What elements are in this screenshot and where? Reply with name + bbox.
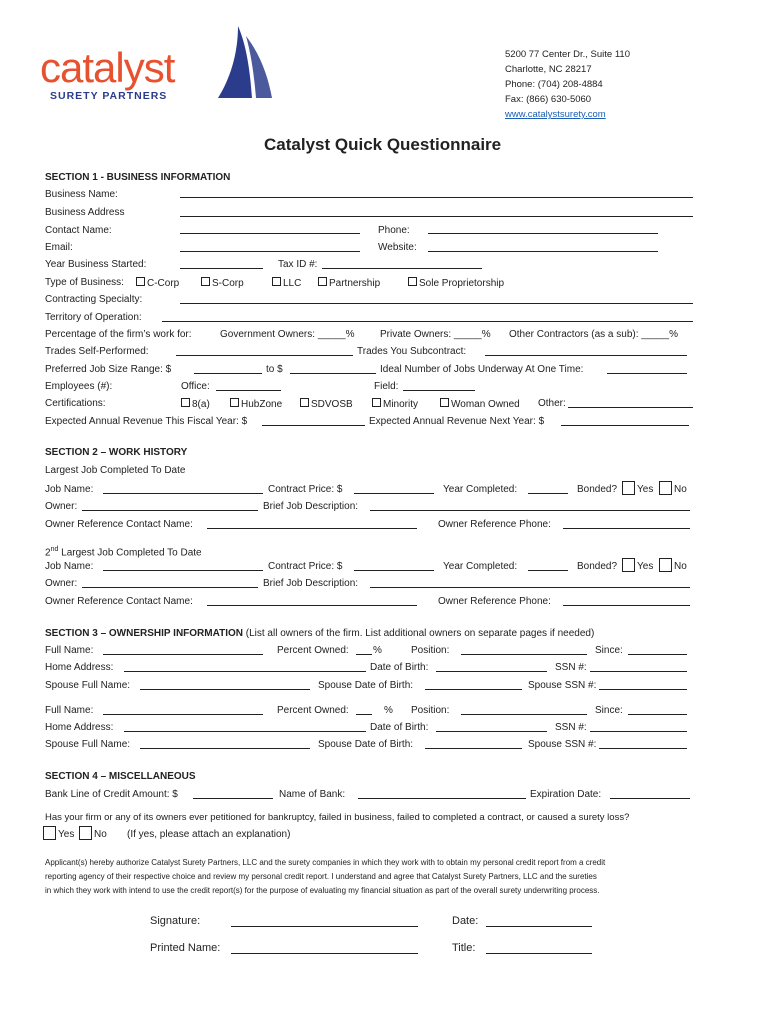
logo-wordmark: catalyst bbox=[40, 44, 175, 91]
owner2-spouse-name-label: Spouse Full Name: bbox=[45, 739, 131, 750]
type-c-corp-label: C-Corp bbox=[147, 278, 180, 289]
largest-job-heading: Largest Job Completed To Date bbox=[45, 465, 186, 476]
type-s-corp[interactable] bbox=[201, 277, 244, 290]
employees-label: Employees (#): bbox=[45, 381, 113, 392]
phone-label: Phone: bbox=[378, 225, 410, 236]
cert-hubzone-label: HubZone bbox=[241, 399, 283, 410]
job2-brief-desc-field[interactable] bbox=[370, 587, 690, 588]
signature-label: Signature: bbox=[150, 915, 201, 927]
job2-contract-price-label: Contract Price: $ bbox=[268, 561, 343, 572]
job2-bonded-yes-label: Yes bbox=[637, 561, 654, 572]
email-label: Email: bbox=[45, 242, 73, 253]
owner1-pct-owned-label: Percent Owned: bbox=[277, 645, 349, 656]
checkbox[interactable] bbox=[136, 277, 145, 286]
job1-brief-desc-field[interactable] bbox=[370, 510, 690, 511]
job1-bonded-yes-label: Yes bbox=[637, 484, 654, 495]
address-line-2: Charlotte, NC 28217 bbox=[505, 64, 592, 75]
cert-8a-label: 8(a) bbox=[192, 399, 210, 410]
owner1-pct-owned-field[interactable] bbox=[356, 654, 372, 655]
checkbox[interactable] bbox=[440, 398, 449, 407]
section-3-heading: SECTION 3 – OWNERSHIP INFORMATION bbox=[45, 628, 243, 639]
cert-minority[interactable] bbox=[372, 398, 418, 411]
other-contractors-field[interactable]: Other Contractors (as a sub): _____% bbox=[509, 329, 678, 340]
tax-id-field[interactable] bbox=[322, 268, 482, 269]
year-started-field[interactable] bbox=[180, 268, 263, 269]
field-field[interactable] bbox=[403, 390, 475, 391]
field-label: Field: bbox=[374, 381, 399, 392]
cert-sdvosb-label: SDVOSB bbox=[311, 399, 353, 410]
ideal-jobs-label: Ideal Number of Jobs Underway At One Time: bbox=[380, 364, 584, 375]
job2-owner-ref-phone-label: Owner Reference Phone: bbox=[438, 596, 551, 607]
type-partnership[interactable] bbox=[318, 277, 380, 290]
job1-brief-desc-label: Brief Job Description: bbox=[263, 501, 359, 512]
job2-brief-desc-label: Brief Job Description: bbox=[263, 578, 359, 589]
owner2-ssn-label: SSN #: bbox=[555, 722, 587, 733]
job1-owner-ref-name-label: Owner Reference Contact Name: bbox=[45, 519, 193, 530]
owner2-since-label: Since: bbox=[595, 705, 623, 716]
owner1-position-label: Position: bbox=[411, 645, 450, 656]
checkbox[interactable] bbox=[372, 398, 381, 407]
checkbox[interactable] bbox=[181, 398, 190, 407]
job2-bonded-no-checkbox[interactable] bbox=[659, 558, 672, 572]
second-num: 2 bbox=[45, 547, 51, 559]
job1-owner-ref-name-field[interactable] bbox=[207, 528, 417, 529]
owner1-pct-sign: % bbox=[373, 645, 382, 656]
preferred-job-max-field[interactable] bbox=[290, 373, 376, 374]
job1-year-completed-label: Year Completed: bbox=[443, 484, 518, 495]
title-field[interactable] bbox=[486, 953, 592, 954]
expiration-label: Expiration Date: bbox=[530, 789, 602, 800]
bankruptcy-explain: (If yes, please attach an explanation) bbox=[127, 829, 291, 840]
owner1-full-name-field[interactable] bbox=[103, 654, 263, 655]
checkbox[interactable] bbox=[230, 398, 239, 407]
type-sole-proprietorship[interactable] bbox=[408, 277, 504, 290]
certifications-label: Certifications: bbox=[45, 398, 106, 409]
checkbox[interactable] bbox=[272, 277, 281, 286]
bankruptcy-question: Has your firm or any of its owners ever petitioned for bankruptcy, failed in business, failed to completed a contract, or caused a surety loss? bbox=[45, 812, 630, 823]
cert-other-label: Other: bbox=[538, 398, 566, 409]
website-label: Website: bbox=[378, 242, 417, 253]
owner2-position-label: Position: bbox=[411, 705, 450, 716]
job2-bonded-no-label: No bbox=[674, 561, 687, 572]
type-of-business-label: Type of Business: bbox=[45, 277, 124, 288]
checkbox[interactable] bbox=[408, 277, 417, 286]
owner2-full-name-label: Full Name: bbox=[45, 705, 94, 716]
cert-woman-owned-label: Woman Owned bbox=[451, 399, 520, 410]
contact-name-field[interactable] bbox=[180, 233, 360, 234]
business-address-field[interactable] bbox=[180, 216, 693, 217]
owner1-since-label: Since: bbox=[595, 645, 623, 656]
owner1-spouse-ssn-label: Spouse SSN #: bbox=[528, 680, 597, 691]
owner2-since-field[interactable] bbox=[628, 714, 687, 715]
job2-owner-label: Owner: bbox=[45, 578, 78, 589]
private-owners-field[interactable]: Private Owners: _____% bbox=[380, 329, 491, 340]
contracting-specialty-label: Contracting Specialty: bbox=[45, 294, 143, 305]
printed-name-label: Printed Name: bbox=[150, 942, 221, 954]
phone-field[interactable] bbox=[428, 233, 658, 234]
company-phone: Phone: (704) 208-4884 bbox=[505, 79, 603, 90]
owner1-home-address-field[interactable] bbox=[124, 671, 366, 672]
date-label: Date: bbox=[452, 915, 479, 927]
owner2-pct-owned-field[interactable] bbox=[356, 714, 372, 715]
cert-minority-label: Minority bbox=[383, 399, 419, 410]
office-field[interactable] bbox=[216, 390, 281, 391]
type-llc[interactable] bbox=[272, 277, 301, 290]
revenue-this-label: Expected Annual Revenue This Fiscal Year: $ bbox=[45, 416, 248, 427]
checkbox[interactable] bbox=[300, 398, 309, 407]
owner2-home-address-field[interactable] bbox=[124, 731, 366, 732]
signature-field[interactable] bbox=[231, 926, 418, 927]
owner2-spouse-ssn-field[interactable] bbox=[599, 748, 687, 749]
preferred-job-label: Preferred Job Size Range: $ bbox=[45, 364, 172, 375]
job1-contract-price-field[interactable] bbox=[354, 493, 434, 494]
job2-bonded-yes-checkbox[interactable] bbox=[622, 558, 635, 572]
cert-8a[interactable] bbox=[181, 398, 210, 411]
job2-owner-ref-phone-field[interactable] bbox=[563, 605, 690, 606]
type-s-corp-label: S-Corp bbox=[212, 278, 244, 289]
owner2-spouse-dob-label: Spouse Date of Birth: bbox=[318, 739, 414, 750]
bankruptcy-yes-checkbox[interactable] bbox=[43, 826, 56, 840]
cert-sdvosb[interactable] bbox=[300, 398, 353, 411]
printed-name-field[interactable] bbox=[231, 953, 418, 954]
email-field[interactable] bbox=[180, 251, 360, 252]
owner1-spouse-ssn-field[interactable] bbox=[599, 689, 687, 690]
job2-owner-ref-name-field[interactable] bbox=[207, 605, 417, 606]
job2-year-completed-label: Year Completed: bbox=[443, 561, 518, 572]
job1-owner-ref-phone-field[interactable] bbox=[563, 528, 690, 529]
type-sole-proprietorship-label: Sole Proprietorship bbox=[419, 278, 505, 289]
contact-name-label: Contact Name: bbox=[45, 225, 112, 236]
type-llc-label: LLC bbox=[283, 278, 302, 289]
bank-name-label: Name of Bank: bbox=[279, 789, 346, 800]
owner1-home-address-label: Home Address: bbox=[45, 662, 114, 673]
job2-year-completed-field[interactable] bbox=[528, 570, 568, 571]
owner1-since-field[interactable] bbox=[628, 654, 687, 655]
date-field[interactable] bbox=[486, 926, 592, 927]
bankruptcy-no-checkbox[interactable] bbox=[79, 826, 92, 840]
trades-sub-field[interactable] bbox=[485, 355, 687, 356]
owner1-spouse-dob-field[interactable] bbox=[425, 689, 522, 690]
bankruptcy-yes-label: Yes bbox=[58, 829, 75, 840]
type-c-corp[interactable] bbox=[136, 277, 179, 290]
authorization-line-1: Applicant(s) hereby authorize Catalyst Surety Partners, LLC and the surety companies in which they work with to obtain my personal credit report from a credit bbox=[45, 858, 606, 867]
owner2-pct-owned-label: Percent Owned: bbox=[277, 705, 349, 716]
authorization-line-2: reporting agency of their respective choice and review my personal credit report. I understand and agree that Catalyst Surety Partners, LLC and the sureties bbox=[45, 872, 597, 881]
owner1-ssn-field[interactable] bbox=[590, 671, 687, 672]
cert-other-field[interactable] bbox=[568, 407, 693, 408]
job1-owner-label: Owner: bbox=[45, 501, 78, 512]
ideal-jobs-field[interactable] bbox=[607, 373, 687, 374]
job2-name-label: Job Name: bbox=[45, 561, 94, 572]
owner1-position-field[interactable] bbox=[461, 654, 587, 655]
logo bbox=[40, 24, 280, 104]
cert-woman-owned[interactable] bbox=[440, 398, 520, 411]
pct-work-label: Percentage of the firm’s work for: bbox=[45, 329, 192, 340]
job2-owner-field[interactable] bbox=[82, 587, 258, 588]
owner1-dob-field[interactable] bbox=[436, 671, 547, 672]
office-label: Office: bbox=[181, 381, 210, 392]
job1-bonded-label: Bonded? bbox=[577, 484, 618, 495]
revenue-this-field[interactable] bbox=[262, 425, 365, 426]
gov-owners-field[interactable]: Government Owners: _____% bbox=[220, 329, 355, 340]
owner2-ssn-field[interactable] bbox=[590, 731, 687, 732]
preferred-job-to-label: to $ bbox=[266, 364, 283, 375]
section-3-heading-row bbox=[45, 628, 594, 640]
owner1-spouse-name-label: Spouse Full Name: bbox=[45, 680, 131, 691]
authorization-line-3: in which they work with intend to use the credit report(s) for the purpose of evaluating my financial situation as part of the overall surety underwriting process. bbox=[45, 886, 600, 895]
job1-owner-ref-phone-label: Owner Reference Phone: bbox=[438, 519, 551, 530]
territory-field[interactable] bbox=[162, 321, 693, 322]
website-link[interactable]: www.catalystsurety.com bbox=[505, 109, 606, 120]
owner2-home-address-label: Home Address: bbox=[45, 722, 114, 733]
section-2-heading: SECTION 2 – WORK HISTORY bbox=[45, 447, 188, 458]
job2-bonded-label: Bonded? bbox=[577, 561, 618, 572]
trades-self-field[interactable] bbox=[176, 355, 353, 356]
bank-line-label: Bank Line of Credit Amount: $ bbox=[45, 789, 178, 800]
job1-contract-price-label: Contract Price: $ bbox=[268, 484, 343, 495]
owner2-spouse-dob-field[interactable] bbox=[425, 748, 522, 749]
tax-id-label: Tax ID #: bbox=[278, 259, 318, 270]
company-address-block bbox=[505, 47, 630, 122]
owner2-full-name-field[interactable] bbox=[103, 714, 263, 715]
revenue-next-field[interactable] bbox=[561, 425, 689, 426]
section-4-heading: SECTION 4 – MISCELLANEOUS bbox=[45, 771, 196, 782]
page-title: Catalyst Quick Questionnaire bbox=[264, 135, 502, 154]
expiration-field[interactable] bbox=[610, 798, 690, 799]
sail-icon bbox=[216, 24, 276, 102]
owner2-pct-sign: % bbox=[384, 705, 393, 716]
checkbox[interactable] bbox=[201, 277, 210, 286]
owner1-spouse-name-field[interactable] bbox=[140, 689, 310, 690]
job2-contract-price-field[interactable] bbox=[354, 570, 434, 571]
title-label: Title: bbox=[452, 942, 476, 954]
owner2-spouse-name-field[interactable] bbox=[140, 748, 310, 749]
checkbox[interactable] bbox=[318, 277, 327, 286]
owner1-ssn-label: SSN #: bbox=[555, 662, 587, 673]
company-fax: Fax: (866) 630-5060 bbox=[505, 94, 592, 105]
business-address-label: Business Address bbox=[45, 207, 125, 218]
owner1-dob-label: Date of Birth: bbox=[370, 662, 429, 673]
second-sup: nd bbox=[50, 546, 59, 553]
address-line-1: 5200 77 Center Dr., Suite 110 bbox=[505, 49, 630, 60]
contracting-specialty-field[interactable] bbox=[180, 303, 693, 304]
bank-name-field[interactable] bbox=[358, 798, 526, 799]
preferred-job-min-field[interactable] bbox=[194, 373, 262, 374]
job1-bonded-yes-checkbox[interactable] bbox=[622, 481, 635, 495]
owner1-spouse-dob-label: Spouse Date of Birth: bbox=[318, 680, 414, 691]
authorization-text bbox=[45, 856, 605, 898]
owner2-spouse-ssn-label: Spouse SSN #: bbox=[528, 739, 597, 750]
job2-name-field[interactable] bbox=[103, 570, 263, 571]
website-field[interactable] bbox=[428, 251, 658, 252]
logo-subtitle: SURETY PARTNERS bbox=[50, 90, 168, 102]
section-1-heading: SECTION 1 - BUSINESS INFORMATION bbox=[45, 172, 231, 183]
bankruptcy-no-label: No bbox=[94, 829, 107, 840]
job2-owner-ref-name-label: Owner Reference Contact Name: bbox=[45, 596, 193, 607]
owner1-full-name-label: Full Name: bbox=[45, 645, 94, 656]
territory-label: Territory of Operation: bbox=[45, 312, 142, 323]
section-3-note: (List all owners of the firm. List additional owners on separate pages if needed) bbox=[245, 628, 595, 639]
job1-name-label: Job Name: bbox=[45, 484, 94, 495]
job1-owner-field[interactable] bbox=[82, 510, 258, 511]
owner2-position-field[interactable] bbox=[461, 714, 587, 715]
second-rest: Largest Job Completed To Date bbox=[58, 547, 202, 559]
owner2-dob-label: Date of Birth: bbox=[370, 722, 429, 733]
trades-sub-label: Trades You Subcontract: bbox=[357, 346, 467, 357]
business-name-field[interactable] bbox=[180, 197, 693, 198]
job1-name-field[interactable] bbox=[103, 493, 263, 494]
business-name-label: Business Name: bbox=[45, 189, 118, 200]
job1-bonded-no-label: No bbox=[674, 484, 687, 495]
trades-self-label: Trades Self-Performed: bbox=[45, 346, 149, 357]
type-partnership-label: Partnership bbox=[329, 278, 381, 289]
bank-line-field[interactable] bbox=[193, 798, 273, 799]
cert-hubzone[interactable] bbox=[230, 398, 282, 411]
year-started-label: Year Business Started: bbox=[45, 259, 147, 270]
job1-bonded-no-checkbox[interactable] bbox=[659, 481, 672, 495]
second-largest-heading bbox=[45, 544, 202, 559]
owner2-dob-field[interactable] bbox=[436, 731, 547, 732]
revenue-next-label: Expected Annual Revenue Next Year: $ bbox=[369, 416, 545, 427]
job1-year-completed-field[interactable] bbox=[528, 493, 568, 494]
